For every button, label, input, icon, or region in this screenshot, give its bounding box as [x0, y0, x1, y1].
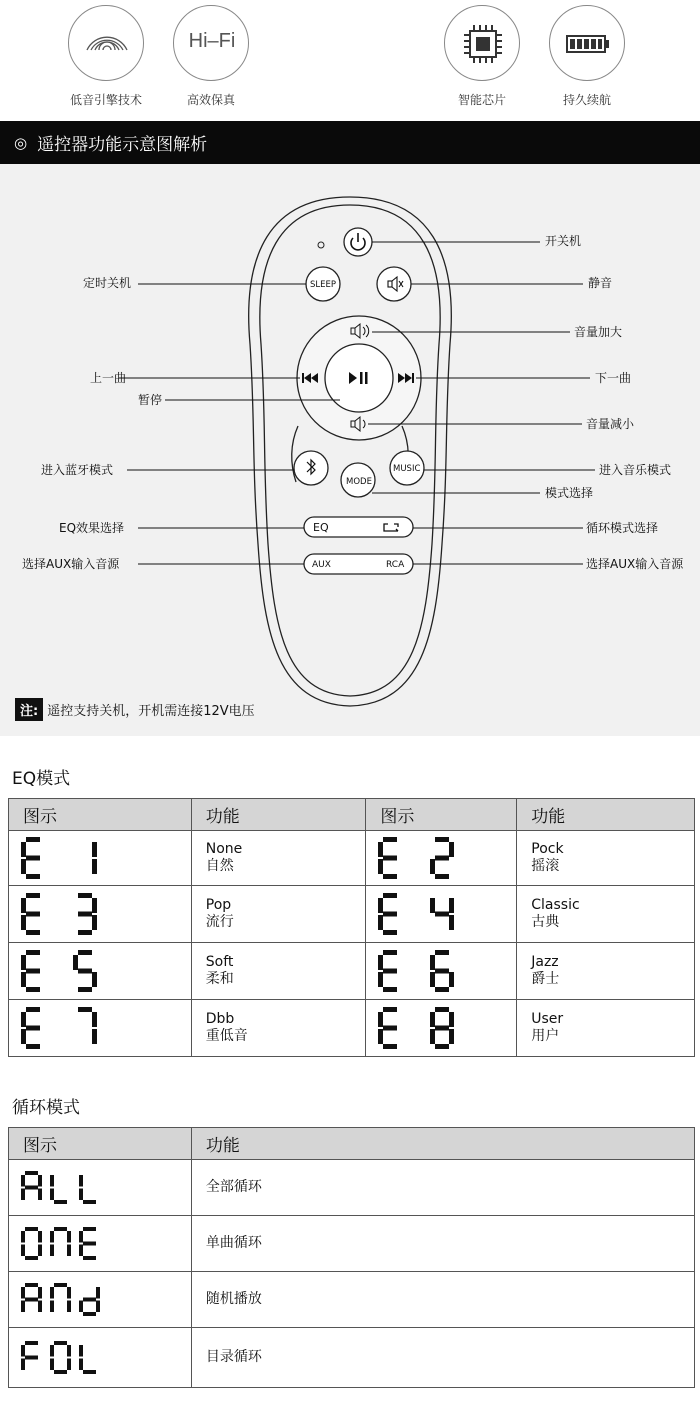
eq-table-row	[9, 831, 695, 886]
eq-table-row	[9, 943, 695, 1000]
eq-mode-zh: 重低音	[205, 1028, 248, 1044]
loop-mode-function-cell: 随机播放	[191, 1272, 694, 1328]
bass-waves-icon	[68, 5, 144, 81]
label-sleep: 定时关机	[83, 276, 132, 290]
col-header: 功能	[517, 799, 695, 831]
eq-mode-function-cell	[191, 1000, 366, 1057]
eq-mode-en: User	[531, 1011, 564, 1027]
eq-mode-icon-cell	[9, 1000, 192, 1057]
eq-mode-en: Classic	[531, 897, 580, 913]
eq-mode-en: Jazz	[531, 954, 559, 970]
eq-mode-zh: 摇滚	[531, 858, 560, 874]
loop-table-row	[9, 1160, 695, 1216]
segment-display-icon	[21, 1283, 100, 1316]
eq-mode-function-cell	[517, 1000, 695, 1057]
section-title: 遥控器功能示意图解析	[37, 135, 208, 155]
eq-mode-en: Soft	[205, 954, 234, 970]
loop-table	[8, 1127, 695, 1388]
segment-display-icon	[21, 1171, 100, 1204]
eq-mode-en: Dbb	[205, 1011, 235, 1027]
loop-mode-icon-cell	[9, 1160, 192, 1216]
eq-table-row	[9, 886, 695, 943]
feature-caption: 高效保真	[186, 93, 235, 107]
label-mode: 模式选择	[545, 486, 594, 500]
note-tag: 注:	[15, 698, 43, 721]
hifi-icon	[173, 5, 249, 81]
label-pause: 暂停	[138, 393, 163, 407]
eq-mode-function-cell	[517, 886, 695, 943]
feature-battery	[532, 5, 642, 108]
eq-mode-en: None	[205, 841, 243, 857]
label-loop: 循环模式选择	[586, 521, 659, 535]
label-next: 下一曲	[595, 371, 632, 385]
aux-button: AUX	[312, 560, 331, 570]
eq-table-row	[9, 1000, 695, 1057]
eq-mode-icon-cell	[9, 943, 192, 1000]
eq-mode-icon-cell	[9, 831, 192, 886]
loop-table-row	[9, 1328, 695, 1388]
col-header: 图示	[366, 799, 517, 831]
loop-mode-function-cell: 目录循环	[191, 1328, 694, 1388]
label-vol-down: 音量减小	[586, 417, 635, 431]
power-note	[15, 698, 255, 721]
eq-mode-icon-cell	[366, 886, 517, 943]
eq-mode-zh: 古典	[531, 914, 560, 930]
loop-mode-function-cell: 单曲循环	[191, 1216, 694, 1272]
segment-display-icon	[21, 1227, 100, 1260]
feature-icons-row	[0, 0, 700, 120]
target-bullet-icon: ◎	[14, 133, 28, 152]
feature-caption: 智能芯片	[457, 93, 506, 107]
eq-mode-function-cell	[191, 886, 366, 943]
label-music: 进入音乐模式	[599, 463, 672, 477]
loop-mode-icon-cell	[9, 1216, 192, 1272]
col-header: 功能	[191, 1128, 694, 1160]
segment-display-icon	[21, 950, 97, 992]
eq-mode-zh: 用户	[531, 1028, 560, 1044]
label-eq: EQ效果选择	[59, 521, 125, 535]
feature-caption: 低音引擎技术	[69, 93, 142, 107]
eq-mode-function-cell	[191, 943, 366, 1000]
eq-table-header	[9, 799, 695, 831]
feature-bass	[51, 5, 161, 108]
eq-mode-function-cell	[517, 831, 695, 886]
loop-table-row	[9, 1216, 695, 1272]
segment-display-icon	[21, 1341, 100, 1374]
eq-mode-function-cell	[517, 943, 695, 1000]
remote-diagram	[0, 164, 700, 736]
eq-mode-zh: 柔和	[205, 971, 234, 987]
eq-section-title: EQ模式	[12, 769, 71, 789]
segment-display-icon	[21, 893, 97, 935]
eq-mode-zh: 流行	[205, 914, 234, 930]
feature-caption: 持久续航	[562, 93, 611, 107]
eq-mode-en: Pock	[531, 841, 564, 857]
eq-table	[8, 798, 695, 1057]
music-button: MUSIC	[393, 464, 421, 474]
label-power: 开关机	[545, 234, 582, 248]
segment-display-icon	[378, 837, 454, 879]
remote-section-header	[0, 121, 700, 164]
eq-mode-icon-cell	[366, 831, 517, 886]
loop-mode-icon-cell	[9, 1328, 192, 1388]
col-header: 图示	[9, 799, 192, 831]
eq-mode-function-cell	[191, 831, 366, 886]
loop-mode-function-cell: 全部循环	[191, 1160, 694, 1216]
eq-mode-zh: 自然	[205, 858, 234, 874]
note-text: 遥控支持关机，开机需连接12V电压	[47, 704, 255, 719]
loop-mode-icon-cell	[9, 1272, 192, 1328]
segment-display-icon	[378, 950, 454, 992]
label-bluetooth: 进入蓝牙模式	[41, 463, 114, 477]
eq-mode-zh: 爵士	[531, 971, 560, 987]
segment-display-icon	[378, 893, 454, 935]
feature-chip	[427, 5, 537, 108]
remote-control-illustration	[0, 164, 700, 736]
loop-table-row	[9, 1272, 695, 1328]
label-vol-up: 音量加大	[574, 325, 623, 339]
mode-button: MODE	[346, 477, 372, 487]
battery-icon	[549, 5, 625, 81]
eq-mode-icon-cell	[366, 943, 517, 1000]
label-aux: 选择AUX输入音源	[22, 557, 120, 571]
label-mute: 静音	[588, 276, 613, 290]
eq-button: EQ	[313, 521, 329, 534]
eq-mode-en: Pop	[205, 897, 232, 913]
rca-button: RCA	[386, 560, 405, 570]
label-rca: 选择AUX输入音源	[586, 557, 684, 571]
sleep-button: SLEEP	[310, 280, 336, 290]
label-prev: 上一曲	[90, 371, 127, 385]
hifi-icon-text: Hi–Fi	[188, 30, 236, 52]
segment-display-icon	[378, 1007, 454, 1049]
segment-display-icon	[21, 837, 97, 879]
chip-icon	[444, 5, 520, 81]
loop-section-title: 循环模式	[12, 1098, 80, 1118]
segment-display-icon	[21, 1007, 97, 1049]
eq-mode-icon-cell	[9, 886, 192, 943]
col-header: 功能	[191, 799, 366, 831]
eq-mode-icon-cell	[366, 1000, 517, 1057]
col-header: 图示	[9, 1128, 192, 1160]
loop-table-header	[9, 1128, 695, 1160]
feature-hifi	[156, 5, 266, 108]
